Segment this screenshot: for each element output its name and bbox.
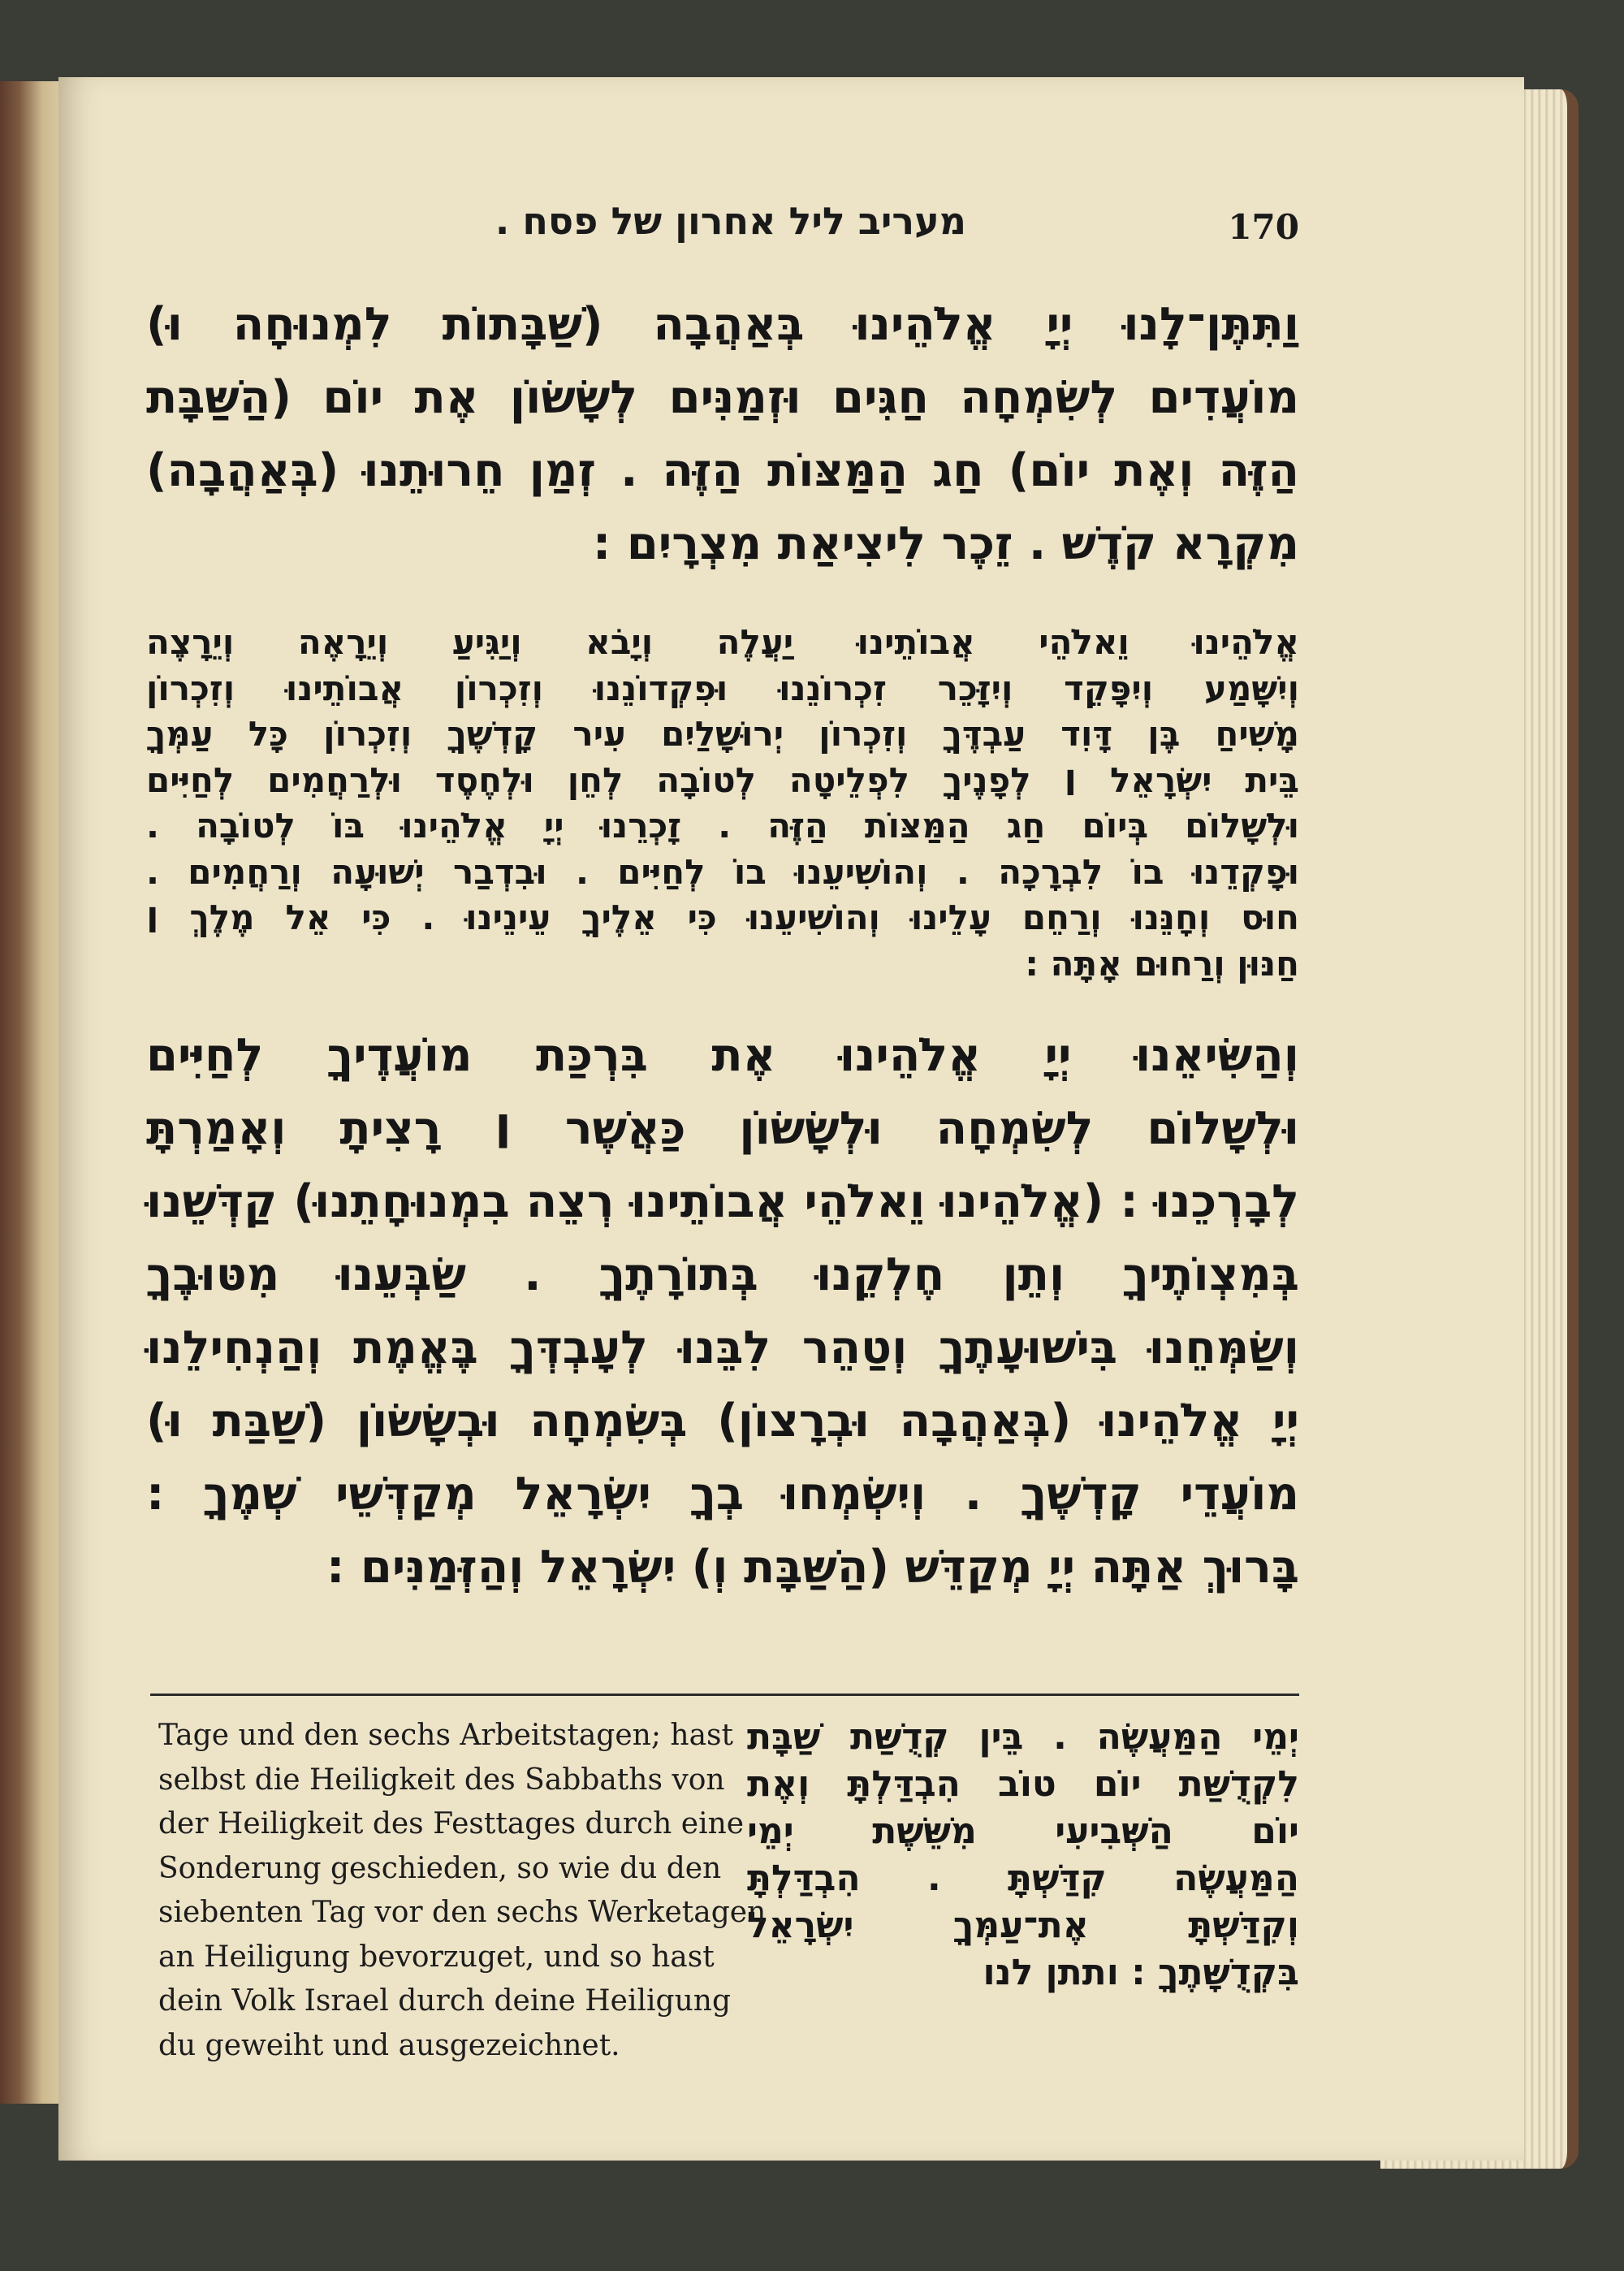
footnote-hebrew: [747, 1714, 1299, 1996]
text-line: בִּקְדֻשָּׁתֶךָ : ותתן לנו: [983, 1952, 1299, 1993]
text-line: Sonderung geschieden, so wie du den: [158, 1851, 722, 1885]
paragraph-yaaleh-veyavo: [146, 620, 1299, 987]
running-title: מעריב ליל אחרון של פסח .: [495, 199, 966, 243]
text-line: חַנּוּן וְרַחוּם אָתָּה :: [1025, 943, 1299, 984]
text-line: selbst die Heiligkeit des Sabbaths von: [158, 1763, 725, 1797]
text-line: Tage und den sechs Arbeitstagen; hast: [158, 1719, 733, 1752]
footnote-divider: [150, 1694, 1299, 1696]
page-header: [146, 199, 1299, 272]
text-line: אֱלֹהֵינוּ וֵאלֹהֵי אֲבוֹתֵינוּ יַעֲלֶה וְיָבֹא וְיַגִּיעַ וְיֵרָאֶה וְיֵרָצֶה: [146, 622, 1299, 662]
footnote-german: [158, 1714, 767, 2068]
text-line: וְקִדַּשְׁתָּ אֶת־עַמְּךָ יִשְׂרָאֵל: [747, 1905, 1299, 1946]
page-content: [146, 199, 1299, 1604]
text-line: מוֹעֲדֵי קָדְשֶׁךָ . וְיִשְׂמְחוּ בְךָ יִשְׂרָאֵל מְקַדְּשֵׁי שְׁמֶךָ :: [146, 1468, 1299, 1520]
text-line: בְּמִצְוֹתֶיךָ וְתֵן חֶלְקֵנוּ בְּתוֹרָתֶךָ . שַׂבְּעֵנוּ מִטּוּבֶךָ: [146, 1248, 1299, 1301]
text-line: יְיָ אֱלֹהֵינוּ (בְּאַהֲבָה וּבְרָצוֹן) בְּשִׂמְחָה וּבְשָׂשׂוֹן (שַׁבַּת וּ): [146, 1395, 1299, 1447]
text-line: וְהַשִּׂיאֵנוּ יְיָ אֱלֹהֵינוּ אֶת בִּרְכַּת מוֹעֲדֶיךָ לְחַיִּים: [146, 1029, 1299, 1082]
text-line: וּלְשָׁלוֹם לְשִׂמְחָה וּלְשָׂשׂוֹן כַּאֲשֶׁר ׀ רָצִיתָ וְאָמַרְתָּ: [146, 1102, 1299, 1155]
text-line: בֵּית יִשְׂרָאֵל ׀ לְפָנֶיךָ לִפְלֵיטָה לְטוֹבָה לְחֵן וּלְחֶסֶד וּלְרַחֲמִים לְחַיִּים: [146, 759, 1299, 800]
text-line: לְבָרְכֵנוּ : (אֱלֹהֵינוּ וֵאלֹהֵי אֲבוֹתֵינוּ רְצֵה בִמְנוּחָתֵנוּ) קַדְּשֵׁנוּ: [146, 1175, 1299, 1228]
text-line: יוֹם הַשְּׁבִיעִי מִשֵּׁשֶׁת יְמֵי: [747, 1810, 1299, 1852]
text-line: וַתִּתֶּן־לָנוּ יְיָ אֱלֹהֵינוּ בְּאַהֲבָה (שַׁבָּתוֹת לִמְנוּחָה וּ): [146, 298, 1299, 351]
text-line: חוּס וְחָנֵּנוּ וְרַחֵם עָלֵינוּ וְהוֹשִׁיעֵנוּ כִּי אֵלֶיךָ עֵינֵינוּ . כִּי אֵל מֶלֶךְ ׀: [146, 898, 1299, 937]
text-line: מוֹעֲדִים לְשִׂמְחָה חַגִּים וּזְמַנִּים לְשָׂשׂוֹן אֶת יוֹם (הַשַּׁבָּת: [146, 371, 1299, 424]
text-line: בָּרוּךְ אַתָּה יְיָ מְקַדֵּשׁ (הַשַּׁבָּת וְ) יִשְׂרָאֵל וְהַזְּמַנִּים :: [326, 1541, 1299, 1594]
text-line: וְשַׂמְּחֵנוּ בִּישׁוּעָתֶךָ וְטַהֵר לִבֵּנוּ לְעָבְדְּךָ בֶּאֱמֶת וְהַנְחִילֵנוּ: [146, 1322, 1299, 1374]
text-line: וְיִשָּׁמַע וְיִפָּקֵד וְיִזָּכֵר זִכְרוֹנֵנוּ וּפִקְדוֹנֵנוּ וְזִכְרוֹן אֲבוֹתֵינוּ וְזִכְרוֹן: [146, 668, 1299, 708]
text-line: מִקְרָא קֹדֶשׁ . זֵכֶר לִיצִיאַת מִצְרָיִם :: [592, 517, 1299, 570]
text-line: du geweiht und ausgezeichnet.: [158, 2028, 620, 2062]
text-line: an Heiligung bevorzuget, und so hast: [158, 1940, 715, 1974]
text-line: וּלְשָׁלוֹם בְּיוֹם חַג הַמַּצּוֹת הַזֶּה . זָכְרֵנוּ יְיָ אֱלֹהֵינוּ בּוֹ לְטוֹבָה .: [146, 806, 1299, 846]
text-line: וּפָקְדֵנוּ בוֹ לִבְרָכָה . וְהוֹשִׁיעֵנוּ בוֹ לְחַיִּים . וּבִדְבַר יְשׁוּעָה וְרַחֲמִים .: [146, 851, 1299, 892]
page-number: 170: [1228, 207, 1299, 247]
text-line: יְמֵי הַמַּעֲשֶׂה . בֵּין קְדֻשַּׁת שַׁבָּת: [747, 1716, 1299, 1758]
paragraph-vehasienu: [146, 1019, 1299, 1604]
text-line: לִקְדֻשַּׁת יוֹם טוֹב הִבְדַּלְתָּ וְאֶת: [747, 1763, 1299, 1805]
text-line: dein Volk Israel durch deine Heiligung: [158, 1984, 731, 2018]
text-line: הַזֶּה וְאֶת יוֹם) חַג הַמַּצּוֹת הַזֶּה . זְמַן חֵרוּתֵנוּ (בְּאַהֲבָה): [146, 444, 1299, 497]
text-line: siebenten Tag vor den sechs Werketagen: [158, 1896, 767, 1929]
text-line: הַמַּעֲשֶׂה קִדַּשְׁתָּ . הִבְדַּלְתָּ: [747, 1858, 1299, 1899]
text-line: מָשִׁיחַ בֶּן דָּוִד עַבְדֶּךָ וְזִכְרוֹן יְרוּשָׁלַיִם עִיר קָדְשֶׁךָ וְזִכְרוֹן כָּל עַמְּךָ: [146, 714, 1299, 754]
text-line: der Heiligkeit des Festtages durch eine: [158, 1807, 745, 1841]
paragraph-vatiten: [146, 288, 1299, 581]
